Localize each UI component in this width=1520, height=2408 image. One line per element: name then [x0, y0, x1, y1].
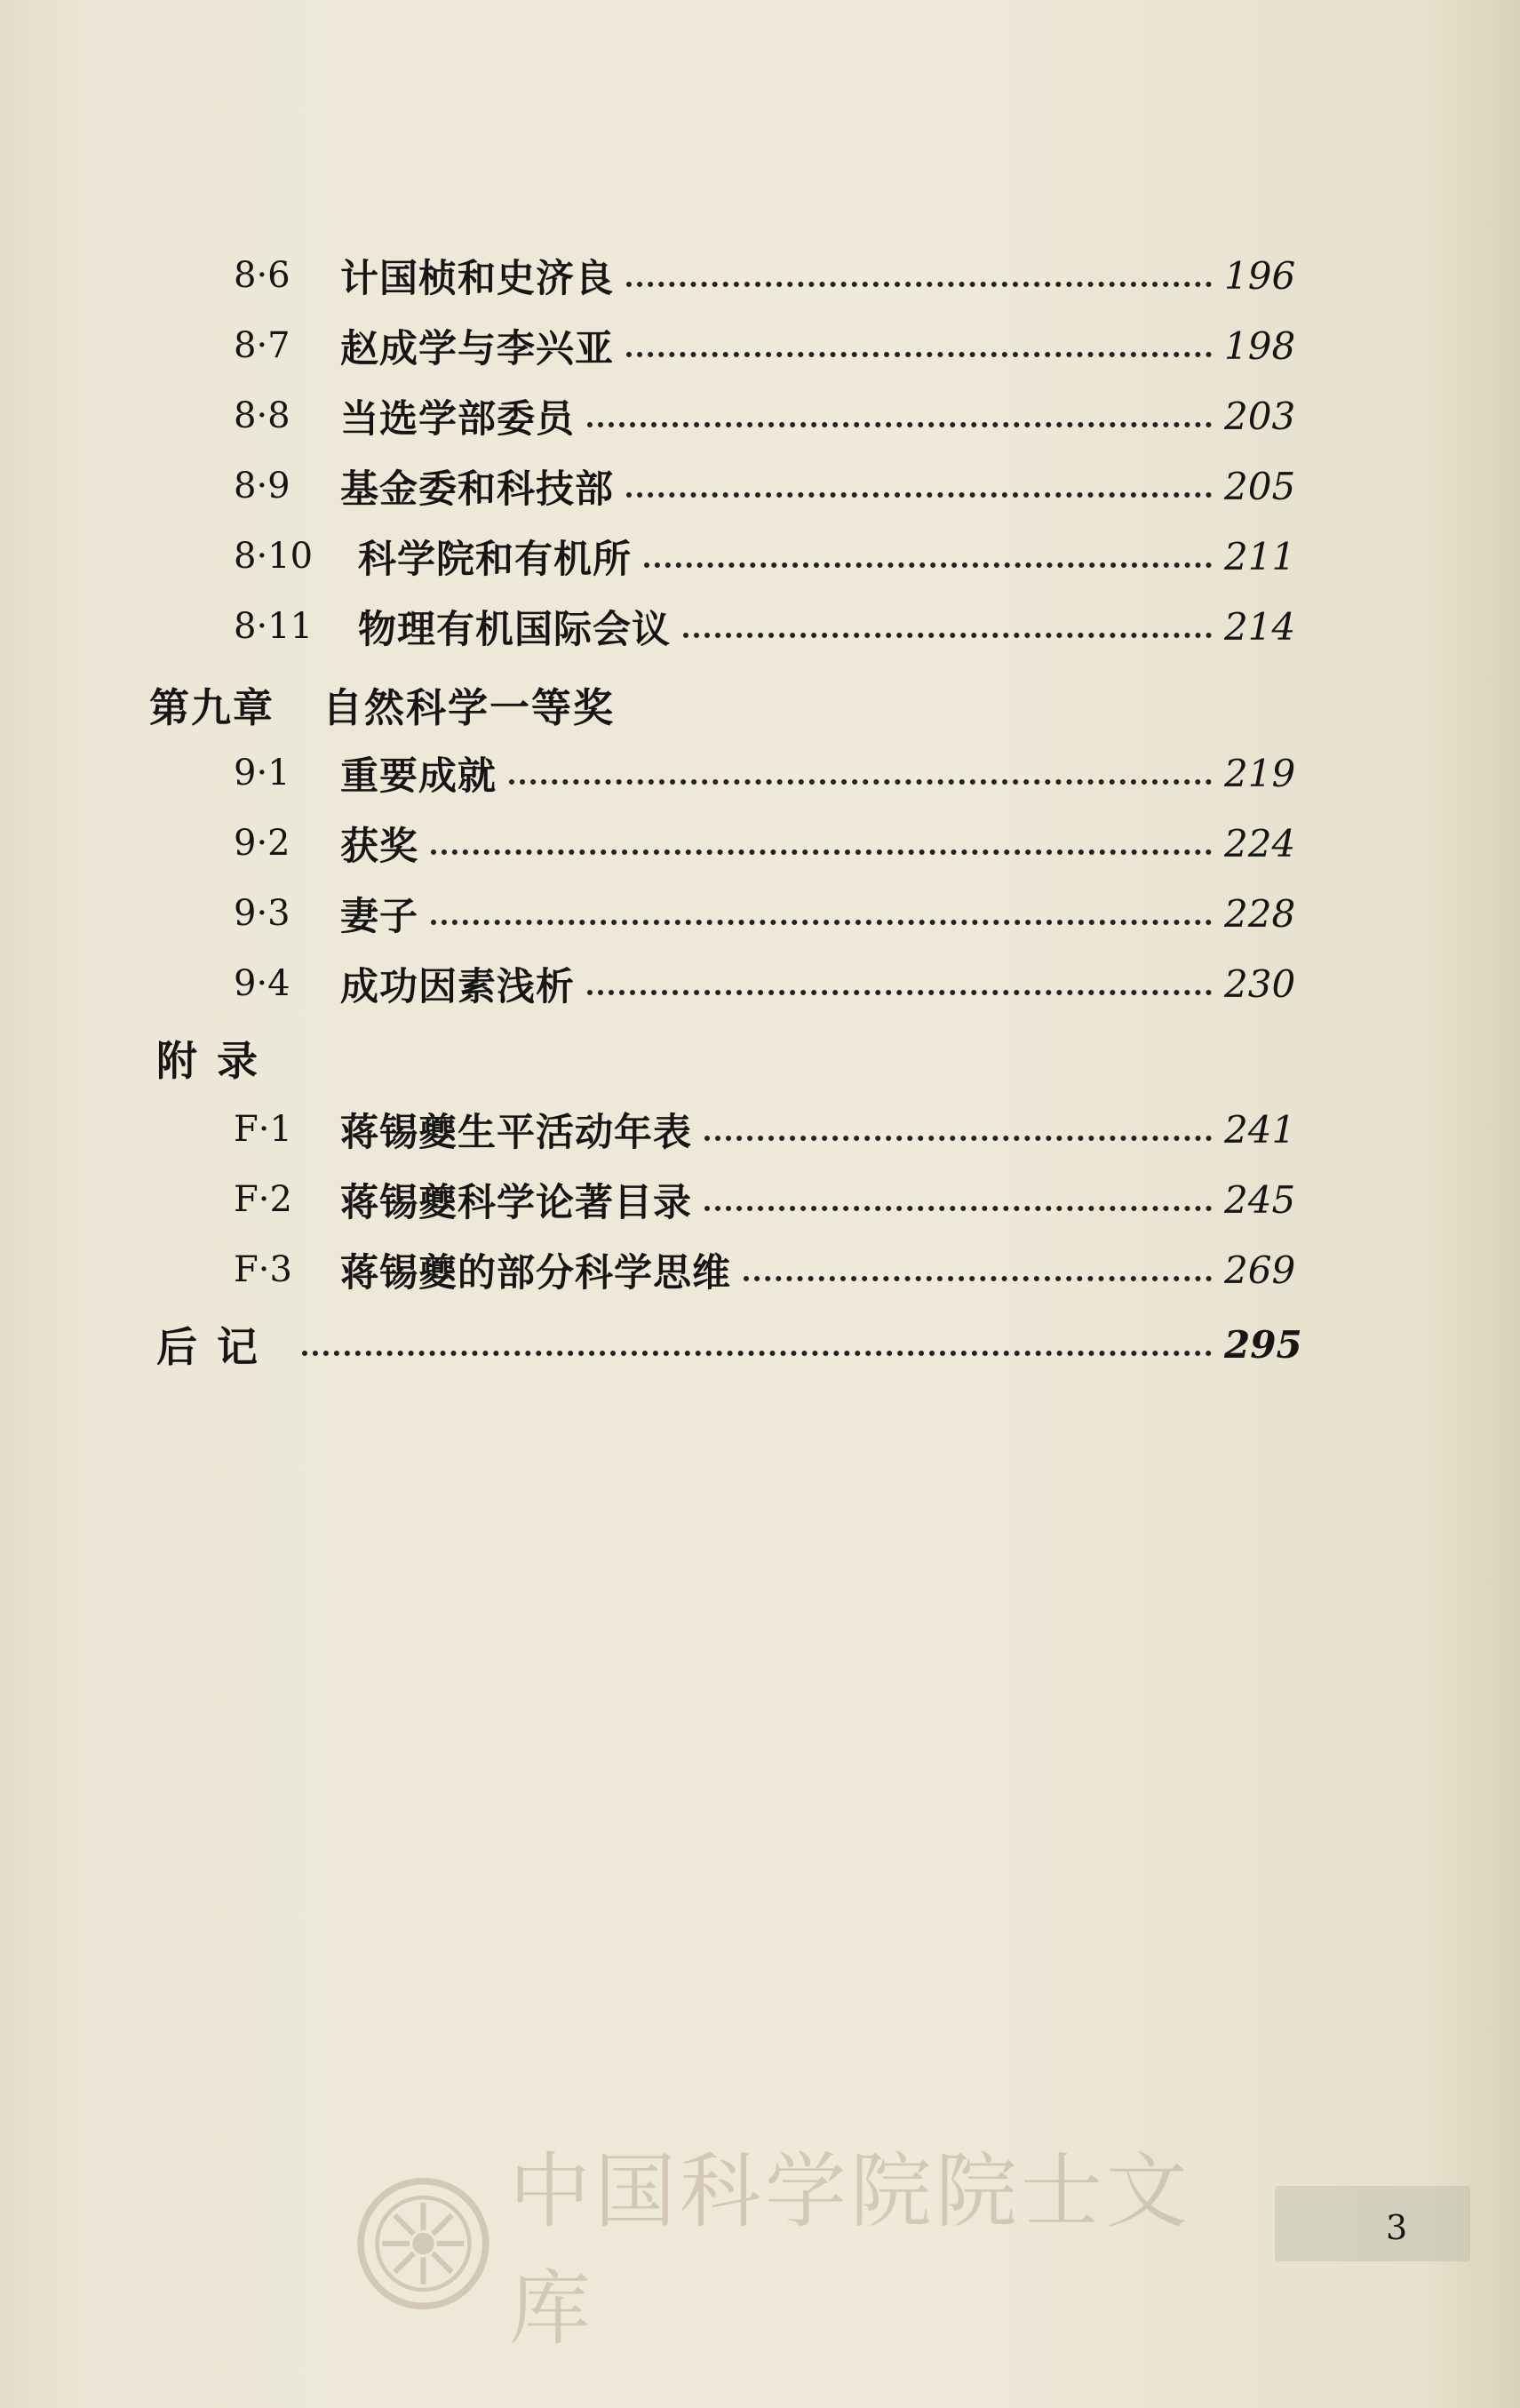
- dot-leader: [644, 527, 1212, 568]
- dot-leader: [626, 457, 1212, 498]
- dot-leader: [683, 597, 1212, 638]
- section-number: 9·3: [234, 893, 290, 934]
- section-page: 211: [1224, 534, 1296, 578]
- section-number: F·1: [234, 1109, 292, 1150]
- chapter-title: 自然科学一等奖: [322, 683, 616, 731]
- toc-entry: [234, 525, 1296, 587]
- section-page: 269: [1224, 1248, 1296, 1292]
- section-title: 赵成学与李兴亚: [340, 326, 614, 371]
- dot-leader: [431, 814, 1212, 855]
- section-page: 214: [1224, 604, 1296, 649]
- toc-entry: [234, 244, 1296, 307]
- postscript-entry: [156, 1313, 1302, 1375]
- postscript-page: 295: [1224, 1322, 1302, 1367]
- section-number: 8·10: [234, 536, 314, 577]
- toc-entry: [234, 812, 1296, 874]
- section-title: 重要成就: [340, 753, 497, 799]
- section-number: 9·2: [234, 823, 290, 864]
- section-number: 8·11: [234, 606, 314, 647]
- section-title: 蒋锡夔科学论著目录: [340, 1180, 692, 1225]
- dot-leader: [626, 316, 1212, 357]
- toc-entry: [234, 953, 1296, 1015]
- section-number: 8·6: [234, 255, 290, 296]
- section-number: 8·7: [234, 325, 290, 366]
- section-title: 蒋锡夔生平活动年表: [340, 1110, 692, 1155]
- section-number: F·2: [234, 1179, 292, 1220]
- toc-entry: [234, 1239, 1296, 1301]
- appendix-title: 附录: [156, 1037, 277, 1085]
- library-watermark: [355, 2144, 1199, 2356]
- section-number: 9·4: [234, 963, 290, 1004]
- dot-leader: [509, 744, 1212, 785]
- page-number: 3: [1386, 2208, 1408, 2247]
- chapter-heading: [149, 673, 1291, 735]
- section-number: 8·9: [234, 466, 290, 506]
- section-title: 成功因素浅析: [340, 964, 575, 1009]
- section-page: 241: [1224, 1107, 1296, 1152]
- dot-leader: [302, 1315, 1212, 1356]
- toc-entry: [234, 882, 1296, 945]
- section-number: F·3: [234, 1249, 292, 1290]
- section-title: 当选学部委员: [340, 396, 575, 442]
- section-title: 获奖: [340, 824, 418, 869]
- section-title: 计国桢和史济良: [340, 256, 614, 301]
- toc-entry: [234, 1168, 1296, 1231]
- toc-entry: [234, 742, 1296, 804]
- postscript-title: 后记: [156, 1323, 277, 1371]
- section-page: 196: [1224, 253, 1296, 298]
- dot-leader: [431, 884, 1212, 925]
- section-title: 基金委和科技部: [340, 466, 614, 512]
- section-title: 蒋锡夔的部分科学思维: [340, 1250, 731, 1296]
- section-page: 205: [1224, 464, 1296, 508]
- toc-entry: [234, 455, 1296, 517]
- corner-tab: [1275, 2186, 1470, 2261]
- dot-leader: [587, 954, 1212, 995]
- section-page: 228: [1224, 891, 1296, 936]
- toc-entry: [234, 595, 1296, 658]
- toc-entry: [234, 1098, 1296, 1160]
- section-title: 物理有机国际会议: [358, 607, 671, 652]
- toc-entry: [234, 315, 1296, 377]
- section-number: 9·1: [234, 753, 290, 793]
- toc-entry: [234, 385, 1296, 447]
- section-number: 8·8: [234, 395, 290, 436]
- dot-leader: [744, 1240, 1212, 1281]
- section-page: 224: [1224, 821, 1296, 865]
- section-page: 198: [1224, 323, 1296, 368]
- section-page: 203: [1224, 394, 1296, 438]
- dot-leader: [704, 1100, 1212, 1141]
- emblem-icon: [355, 2168, 491, 2319]
- section-page: 230: [1224, 961, 1296, 1006]
- watermark-text: 中国科学院院士文库: [508, 2144, 1191, 2356]
- section-title: 妻子: [340, 894, 418, 939]
- dot-leader: [587, 387, 1212, 427]
- chapter-number: 第九章: [149, 683, 275, 731]
- appendix-heading: [156, 1027, 277, 1089]
- section-page: 245: [1224, 1177, 1296, 1222]
- section-page: 219: [1224, 751, 1296, 795]
- dot-leader: [704, 1170, 1212, 1211]
- dot-leader: [626, 246, 1212, 287]
- section-title: 科学院和有机所: [358, 537, 632, 582]
